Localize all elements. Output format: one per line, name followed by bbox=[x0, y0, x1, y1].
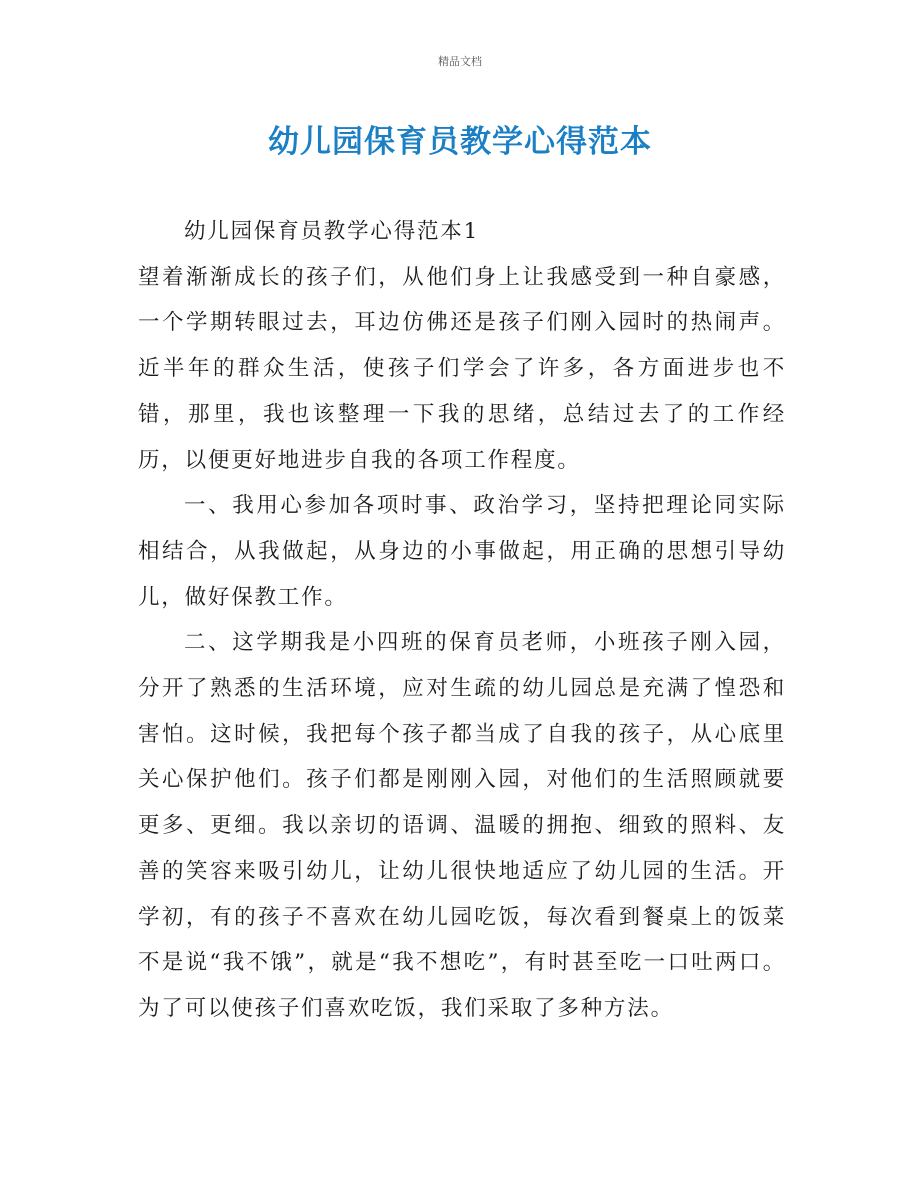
paragraph-point-one: 一、我用心参加各项时事、政治学习，坚持把理论同实际相结合，从我做起，从身边的小事做起，用正确的思想引导幼儿，做好保教工作。 bbox=[138, 493, 786, 610]
page-header-note: 精品文档 bbox=[438, 55, 482, 68]
document-title: 幼儿园保育员教学心得范本 bbox=[268, 124, 652, 160]
paragraph-point-two: 二、这学期我是小四班的保育员老师，小班孩子刚入园，分开了熟悉的生活环境，应对生疏的幼儿园总是充满了惶恐和害怕。这时候，我把每个孩子都当成了自我的孩子，从心底里关心保护他们。孩子们都是刚刚入园，对他们的生活照顾就要更多、更细。我以亲切的语调、温暖的拥抱、细致的照料、友善的笑容来吸引幼儿，让幼儿很快地适应了幼儿园的生活。开学初，有的孩子不喜欢在幼儿园吃饭，每次看到餐桌上的饭菜不是说“我不饿”，就是“我不想吃”，有时甚至吃一口吐两口。为了可以使孩子们喜欢吃饭，我们采取了多种方法。 bbox=[138, 630, 786, 1021]
paragraph-intro: 望着渐渐成长的孩子们，从他们身上让我感受到一种自豪感，一个学期转眼过去，耳边仿佛还是孩子们刚入园时的热闹声。近半年的群众生活，使孩子们学会了许多，各方面进步也不错，那里，我也该整理一下我的思绪，总结过去了的工作经历，以便更好地进步自我的各项工作程度。 bbox=[138, 264, 786, 473]
section-subtitle: 幼儿园保育员教学心得范本1 bbox=[184, 219, 480, 244]
document-body bbox=[138, 209, 786, 1032]
